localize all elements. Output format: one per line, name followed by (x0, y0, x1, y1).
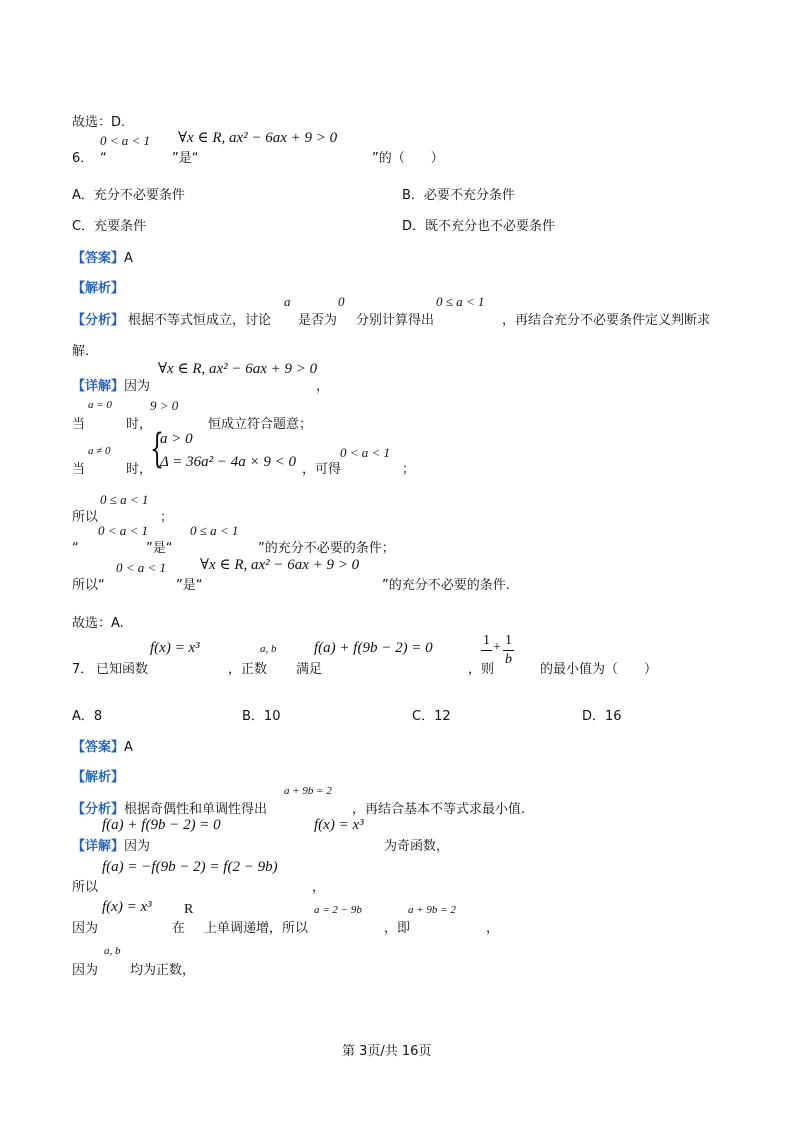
choose-d-text: 故选：D. (72, 115, 126, 130)
q6-number: 6． (72, 151, 94, 166)
q7-sup-eq: f(a) + f(9b − 2) = 0 (314, 640, 433, 656)
q6-xiangjie-sup: ∀x ∈ R, ax² − 6ax + 9 > 0 (158, 361, 318, 377)
q6-dang2: 当 (72, 462, 86, 477)
q6-answer-label: 【答案】 (72, 251, 125, 266)
q7-frac-1-over-a: 1 (481, 634, 492, 667)
q6-line-tail: ”的充分不必要的条件； (258, 541, 395, 556)
q6-final-sup-a: 0 < a < 1 (116, 560, 167, 575)
q7-option-d: D．16 (582, 709, 622, 724)
q6-shi: ”是“ (172, 151, 199, 166)
q7-stem-b: ，正数 (228, 662, 268, 677)
q6-fenxi-end: 解. (72, 344, 90, 359)
q6-sys-line1: a > 0 (160, 431, 193, 447)
q7-suoyi: 所以 (72, 880, 99, 895)
q7-yinwei-b: 在 (172, 921, 186, 936)
q7-last-a: 因为 (72, 963, 99, 978)
q6-dang2-shi: 时， (126, 462, 153, 477)
q6-option-d: D．既不充分也不必要条件 (402, 219, 556, 234)
q6-final-pre: 所以“ (72, 578, 105, 593)
q7-last-sup: a, b (104, 945, 121, 957)
q7-fenxi-label: 【分析】 (72, 802, 125, 817)
q6-line-shi: ”是“ (146, 541, 173, 556)
q7-yinwei-sup-eq1: a = 2 − 9b (314, 904, 362, 916)
q7-option-b: B．10 (242, 709, 281, 724)
q7-yinwei-c: 上单调递增，所以 (204, 921, 309, 936)
q7-xiangjie-label: 【详解】 (72, 839, 125, 854)
q7-stem-e: 的最小值为（ ） (540, 662, 658, 677)
q6-line-sup-b: 0 ≤ a < 1 (190, 523, 239, 538)
q6-dang1: 当 (72, 417, 86, 432)
q7-yinwei-d: ，即 (384, 921, 411, 936)
q6-fenxi-sup-0: 0 (338, 294, 345, 309)
q6-fenxi-sup-a: a (284, 294, 291, 309)
q7-yinwei-e: ， (486, 921, 500, 936)
q6-fenxi-d: ，再结合充分不必要条件定义判断求 (502, 313, 711, 328)
q7-number: 7． (72, 662, 94, 677)
q6-fenxi-label: 【分析】 (72, 313, 125, 328)
q6-dang1-sup-a: a = 0 (88, 399, 112, 411)
q6-line-quote-open: “ (72, 541, 79, 556)
q6-choose: 故选：A. (72, 616, 124, 631)
q7-sup-f: f(x) = x³ (150, 640, 200, 656)
q6-dang1-sup-b: 9 > 0 (150, 398, 179, 413)
q6-dang1-shi: 时， (126, 417, 153, 432)
q7-xiangjie-b: 为奇函数， (384, 839, 450, 854)
q7-suoyi-comma: ， (312, 880, 326, 895)
q6-dang2-rest: ，可得 (302, 462, 342, 477)
q6-jiexi-label: 【解析】 (72, 281, 125, 296)
q6-suoyi1-semi: ； (160, 510, 174, 525)
q6-tail: ”的（ ） (372, 151, 444, 166)
q6-dang2-sup-res: 0 < a < 1 (340, 445, 391, 460)
q7-answer-value: A (124, 740, 133, 755)
q6-fenxi-sup-range: 0 ≤ a < 1 (436, 294, 485, 309)
q6-fenxi-a: 根据不等式恒成立，讨论 (128, 313, 272, 328)
q6-option-a: A．充分不必要条件 (72, 188, 185, 203)
q6-fenxi-c: 分别计算得出 (356, 313, 435, 328)
q6-option-b: B．必要不充分条件 (402, 188, 515, 203)
q6-xiangjie-comma: ， (316, 379, 330, 394)
q6-line-sup-a: 0 < a < 1 (98, 523, 149, 538)
q6-suoyi1: 所以 (72, 510, 99, 525)
q6-fenxi-b: 是否为 (298, 313, 338, 328)
q6-sup-cond: 0 < a < 1 (100, 133, 151, 148)
q6-quote-open: “ (100, 151, 107, 166)
q7-stem-d: ，则 (468, 662, 495, 677)
q7-fenxi-sup: a + 9b = 2 (284, 785, 332, 797)
q7-fenxi-b: ，再结合基本不等式求最小值. (352, 802, 526, 817)
q6-sup-forall: ∀x ∈ R, ax² − 6ax + 9 > 0 (178, 130, 338, 146)
q6-dang2-sup-a: a ≠ 0 (88, 445, 111, 457)
system-brace: { (150, 426, 164, 472)
q7-yinwei-sup-f: f(x) = x³ (102, 899, 152, 915)
q6-final-sup-b: ∀x ∈ R, ax² − 6ax + 9 > 0 (200, 557, 360, 573)
q7-stem-a: 已知函数 (96, 662, 149, 677)
q6-xiangjie-a: 因为 (124, 379, 151, 394)
q7-answer-label: 【答案】 (72, 740, 125, 755)
q7-option-a: A．8 (72, 709, 103, 724)
q7-stem-c: 满足 (296, 662, 323, 677)
q7-jiexi-label: 【解析】 (72, 770, 125, 785)
q7-xiangjie-a: 因为 (124, 839, 151, 854)
q6-dang1-rest: 恒成立符合题意； (208, 417, 313, 432)
q6-answer-value: A (124, 251, 133, 266)
q6-xiangjie-label: 【详解】 (72, 379, 125, 394)
q7-yinwei-a: 因为 (72, 921, 99, 936)
q7-yinwei-sup-eq2: a + 9b = 2 (408, 904, 456, 916)
q7-xiangjie-sup2: f(x) = x³ (314, 817, 364, 833)
q7-option-c: C．12 (412, 709, 451, 724)
q6-final-tail: ”的充分不必要的条件. (382, 578, 510, 593)
q7-yinwei-sup-R: R (184, 902, 194, 917)
q6-dang2-semi: ； (402, 462, 416, 477)
q6-final-shi: ”是“ (176, 578, 203, 593)
q7-frac-1-over-b: 1 b (505, 633, 512, 667)
q7-frac-plus: + (493, 640, 501, 655)
q7-suoyi-sup: f(a) = −f(9b − 2) = f(2 − 9b) (102, 859, 278, 875)
q6-sys-line2: Δ = 36a² − 4a × 9 < 0 (160, 454, 297, 470)
q6-suoyi1-sup: 0 ≤ a < 1 (100, 492, 149, 507)
q6-option-c: C．充要条件 (72, 219, 147, 234)
q7-xiangjie-sup1: f(a) + f(9b − 2) = 0 (102, 817, 221, 833)
q7-last-b: 均为正数， (130, 963, 196, 978)
q7-fenxi-a: 根据奇偶性和单调性得出 (124, 802, 268, 817)
page-number: 第 3页/共 16页 (342, 1044, 432, 1059)
q7-sup-ab: a, b (260, 643, 277, 655)
